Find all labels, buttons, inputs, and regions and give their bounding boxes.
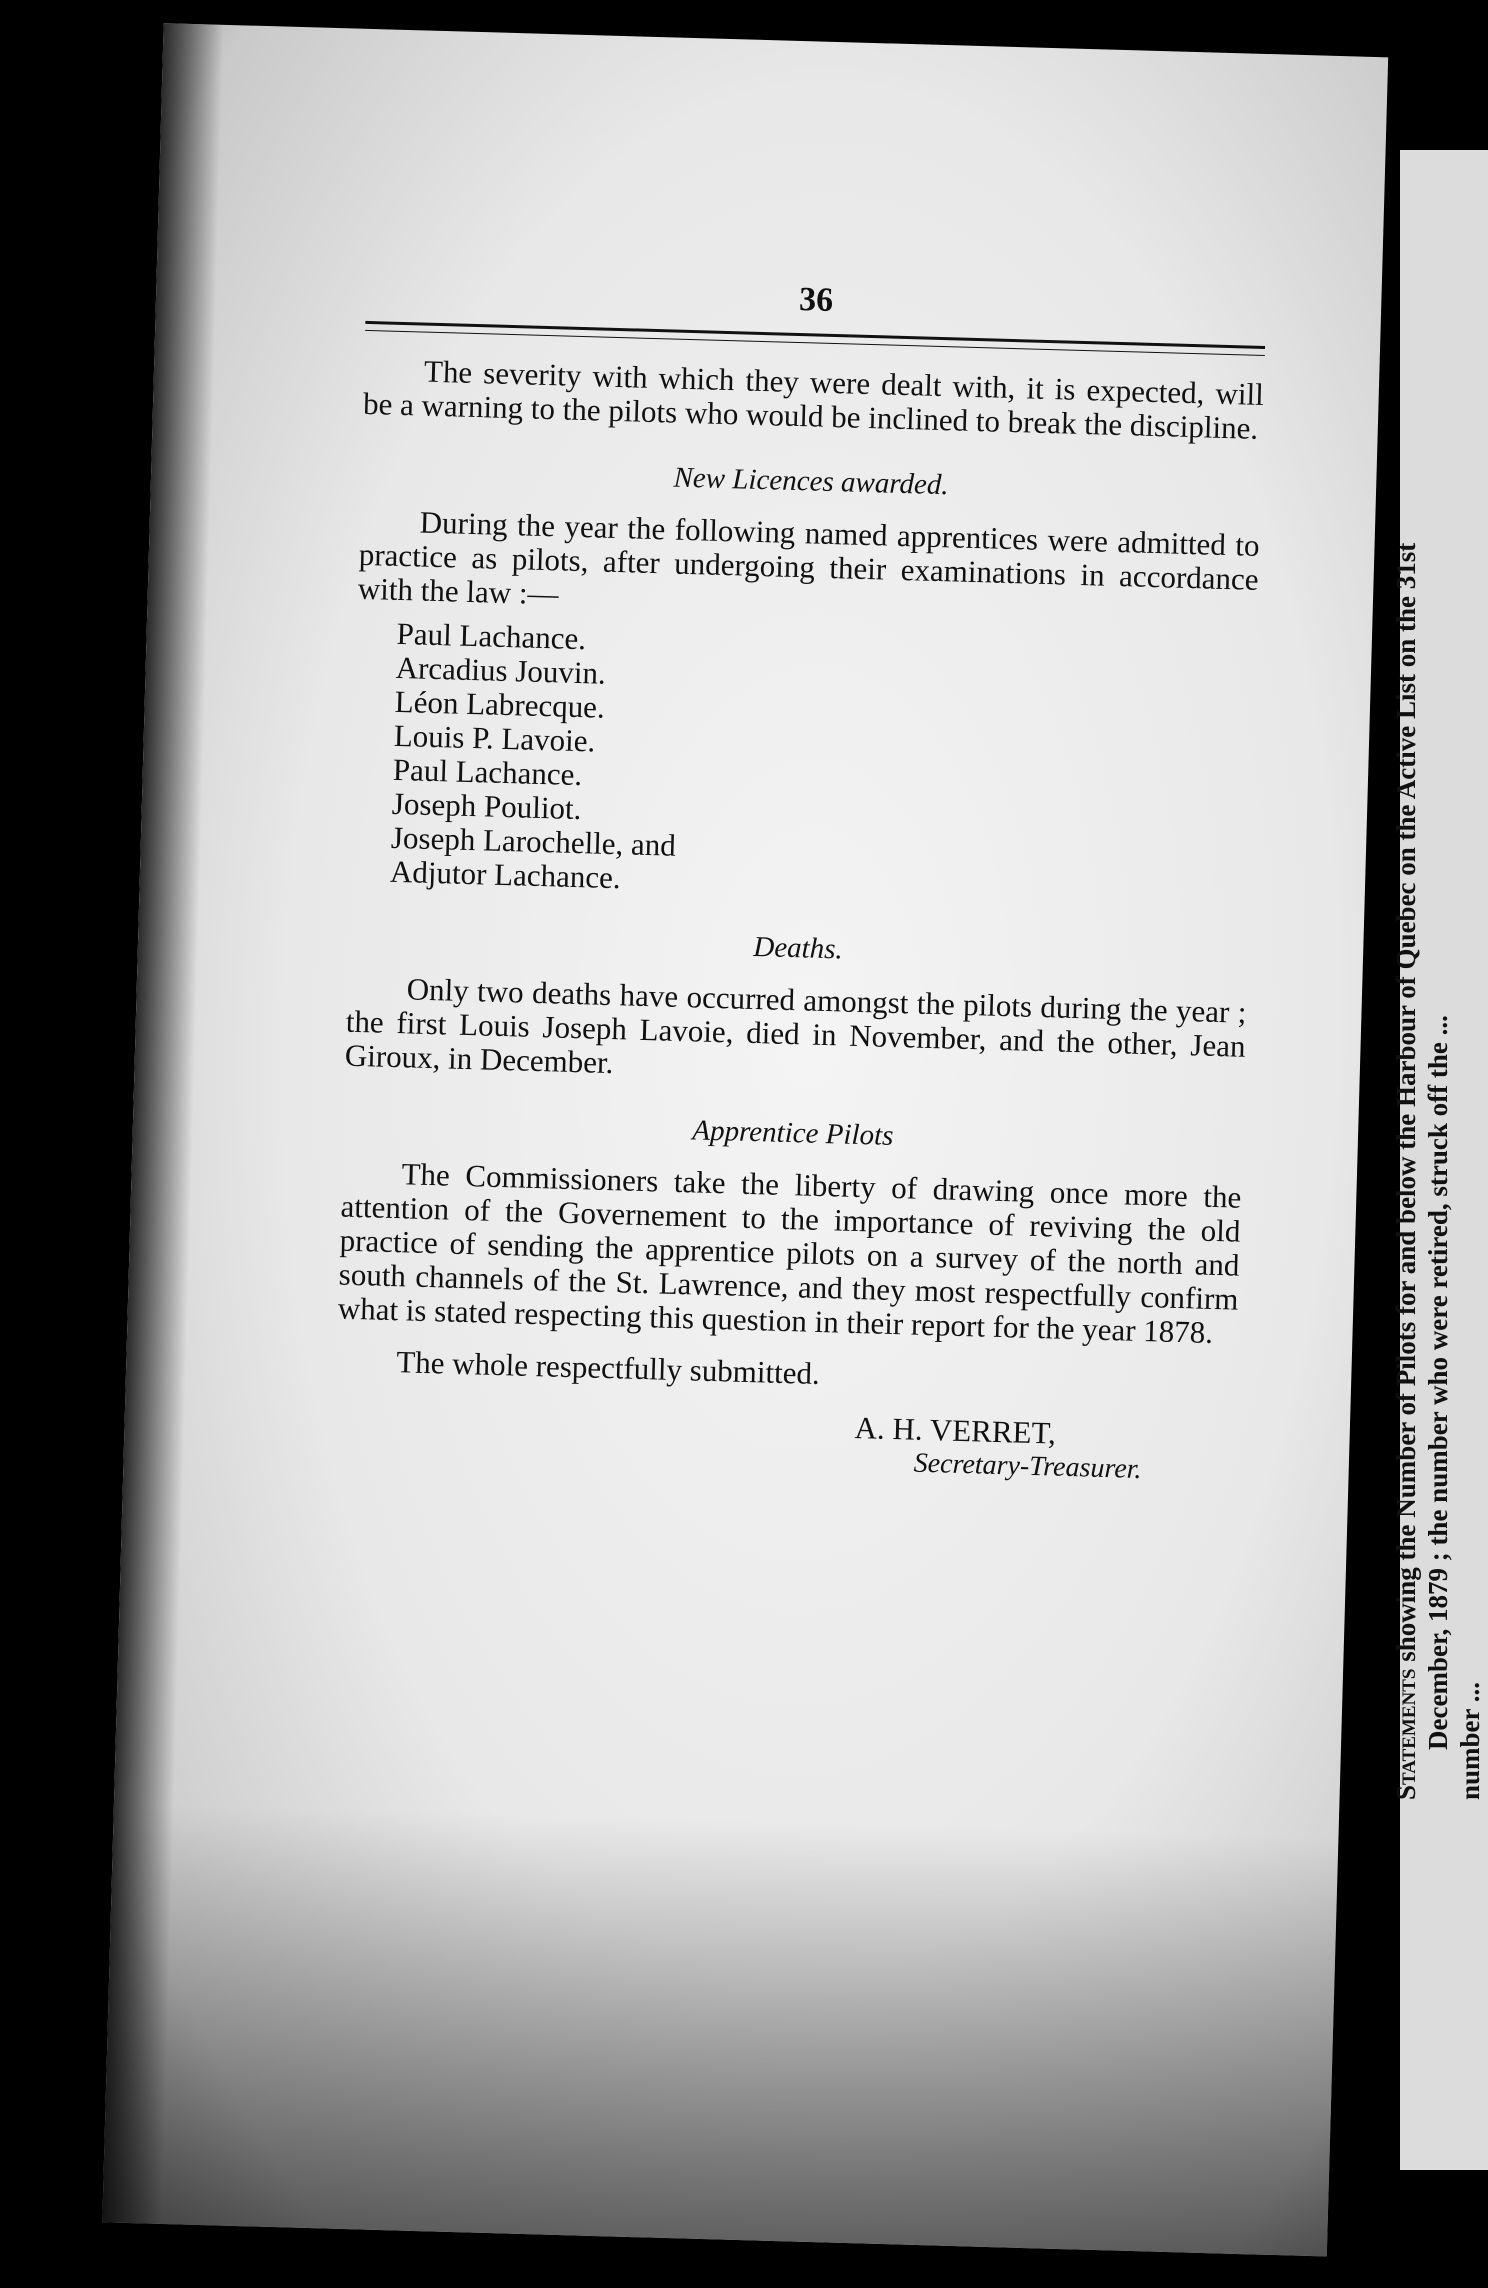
licensee-item: Joseph Larochelle, and: [390, 819, 677, 863]
signatory-role: Secretary-Treasurer.: [913, 1447, 1142, 1486]
caption-line-3: [1454, 1770, 1486, 1800]
licensee-item: Joseph Pouliot.: [391, 785, 582, 827]
document-page: [102, 23, 1388, 2256]
caption-line-1: [1390, 542, 1422, 1800]
intro-paragraph: The severity with which they were dealt with, it is expected, will be a warning to the pilots who would be inclined to break the discipline.: [362, 353, 1265, 446]
caption-lead-word: Statements: [1391, 1668, 1421, 1800]
apprentice-paragraph: The Commissioners take the liberty of drawing once more the attention of the Governement to the importance of reviving the old practice of sending the apprentice pilots on a survey of the north and south channels of the St. Lawrence, and they most respectfully confirm what is stated respecting this question in their report for the year 1878.: [337, 1156, 1242, 1350]
heading-deaths: Deaths.: [752, 930, 844, 966]
facing-page-caption: [1390, 542, 1486, 1800]
signatory-name: A. H. VERRET,: [854, 1410, 1057, 1451]
caption-line-2: [1422, 1750, 1454, 1800]
licensee-item: Louis P. Lavoie.: [393, 717, 596, 759]
licensee-item: Paul Lachance.: [396, 615, 587, 657]
page-text: [334, 269, 1267, 1489]
heading-new-licences: New Licences awarded.: [673, 461, 950, 502]
closing-line: The whole respectfully submitted.: [395, 1344, 821, 1391]
deaths-paragraph: Only two deaths have occurred amongst the pilots during the year ; the first Louis Joseph Lavoie, died in November, and the other, Jean Giroux, in December.: [344, 971, 1247, 1081]
caption-line-1-rest: showing the Number of Pilots for and below the Harbour of Quebec on the Active List on the 31st: [1391, 542, 1421, 1669]
licences-paragraph: During the year the following named apprentices were admitted to practice as pilots, after undergoing their examinations in accordance with the law :—: [357, 504, 1260, 612]
heading-apprentice-pilots: Apprentice Pilots: [691, 1114, 894, 1152]
licensee-item: Paul Lachance.: [392, 751, 583, 793]
licensee-item: Léon Labrecque.: [394, 683, 606, 725]
licensee-item: Adjutor Lachance.: [389, 853, 622, 896]
licensee-list: [350, 616, 1257, 913]
page-number: 36: [798, 281, 834, 319]
signature-block: [334, 1395, 1236, 1488]
licensee-item: Arcadius Jouvin.: [395, 649, 607, 691]
